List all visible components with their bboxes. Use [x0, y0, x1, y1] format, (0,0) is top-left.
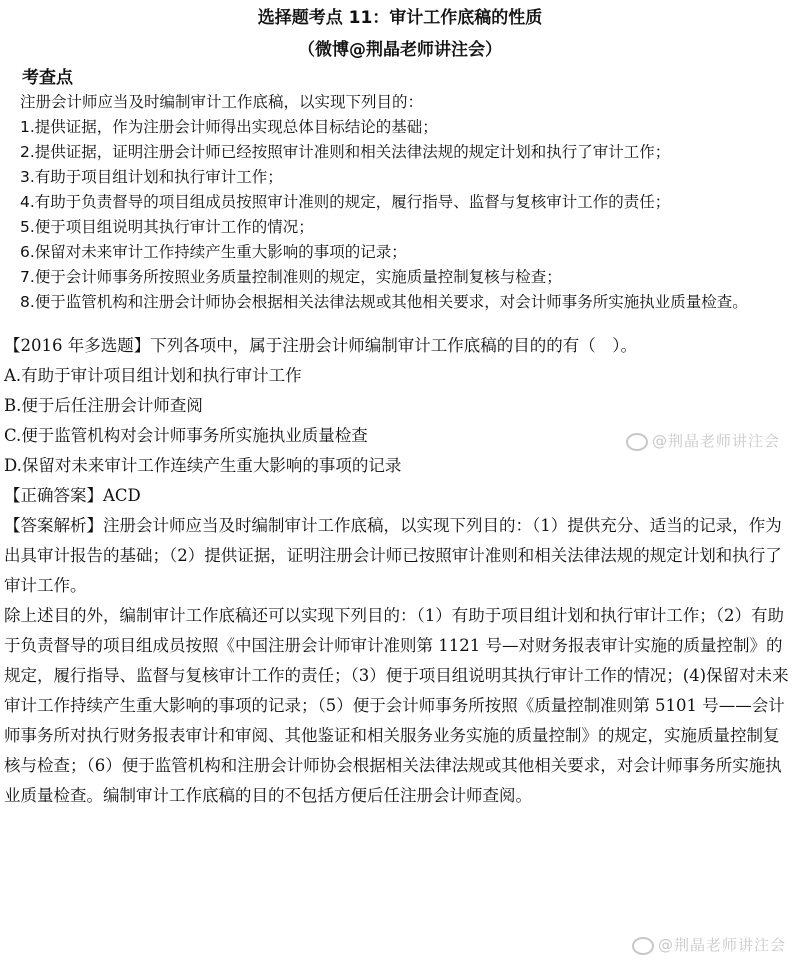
- list-item: 8.便于监管机构和注册会计师协会根据相关法律法规或其他相关要求，对会计师事务所实施执业质量检查。: [20, 293, 748, 311]
- list-item: 4.有助于负责督导的项目组成员按照审计准则的规定，履行指导、监督与复核审计工作的责任；: [20, 193, 671, 211]
- question-section: [4, 331, 792, 811]
- answer-analysis-more: 除上述目的外，编制审计工作底稿还可以实现下列目的：（1）有助于项目组计划和执行审计工作；（2）有助于负责督导的项目组成员按照《中国注册会计师审计准则第 1121 号—对财务报表审计实施的质量控制》的规定，履行指导、监督与复核审计工作的责任；（3）便于项目组说明其执行审计工作的情况；(4)保留对未来审计工作持续产生重大影响的事项的记录；（5）便于会计师事务所按照《质量控制准则第 5101 号——会计师事务所对执行财务报表审计和审阅、其他鉴证和相关服务业务实施的质量控制》的规定，实施质量控制复核与检查；（6）便于监管机构和注册会计师协会根据相关法律法规或其他相关要求，对会计师事务所实施执业质量检查。编制审计工作底稿的目的不包括方便后任注册会计师查阅。: [4, 606, 789, 805]
- list-item: 1.提供证据，作为注册会计师得出实现总体目标结论的基础；: [20, 118, 438, 136]
- option-d: D.保留对未来审计工作连续产生重大影响的事项的记录: [4, 456, 402, 475]
- exam-points: [20, 90, 776, 315]
- exam-points-intro: 注册会计师应当及时编制审计工作底稿，以实现下列目的：: [20, 93, 424, 111]
- page-subtitle: （微博@荆晶老师讲注会）: [298, 40, 502, 60]
- watermark-text: @荆晶老师讲注会: [657, 936, 786, 954]
- list-item: 7.便于会计师事务所按照业务质量控制准则的规定，实施质量控制复核与检查；: [20, 268, 562, 286]
- exam-points-heading: 考查点: [22, 68, 73, 88]
- question-stem: 【2016 年多选题】下列各项中，属于注册会计师编制审计工作底稿的目的的有（ ）。: [4, 336, 637, 355]
- list-item: 6.保留对未来审计工作持续产生重大影响的事项的记录；: [20, 243, 407, 261]
- answer-analysis: 【答案解析】注册会计师应当及时编制审计工作底稿，以实现下列目的：（1）提供充分、适当的记录，作为出具审计报告的基础；（2）提供证据，证明注册会计师已按照审计准则和相关法律法规的规定计划和执行了审计工作。: [4, 516, 782, 595]
- option-a: A.有助于审计项目组计划和执行审计工作: [4, 366, 302, 385]
- list-item: 2.提供证据，证明注册会计师已经按照审计准则和相关法律法规的规定计划和执行了审计工作；: [20, 143, 671, 161]
- list-item: 3.有助于项目组计划和执行审计工作；: [20, 168, 283, 186]
- correct-answer: 【正确答案】ACD: [4, 486, 141, 505]
- list-item: 5.便于项目组说明其执行审计工作的情况；: [20, 218, 314, 236]
- watermark-bottom: [632, 934, 786, 955]
- option-b: B.便于后任注册会计师查阅: [4, 396, 203, 415]
- watermark-top: [626, 430, 780, 451]
- watermark-text: @荆晶老师讲注会: [651, 432, 780, 450]
- option-c: C.便于监管机构对会计师事务所实施执业质量检查: [4, 426, 368, 445]
- weibo-icon: [626, 433, 648, 451]
- weibo-icon: [632, 937, 654, 955]
- page-title: 选择题考点 11：审计工作底稿的性质: [257, 8, 543, 28]
